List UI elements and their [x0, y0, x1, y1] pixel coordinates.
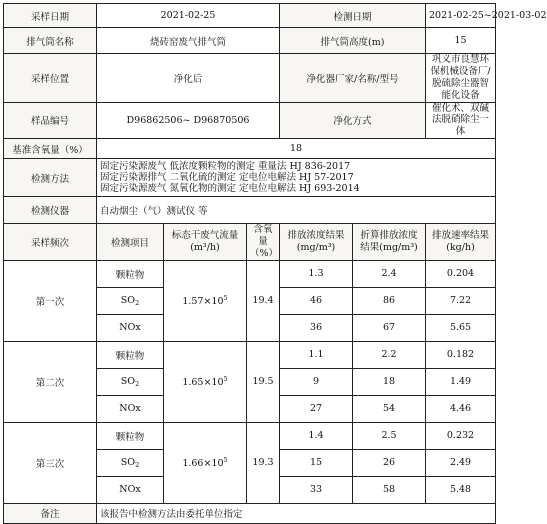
item-cell: $SO_2$ [97, 368, 164, 395]
emission-conc-cell: 1.1 [280, 341, 353, 368]
sampling-date-value: 2021-02-25 [97, 4, 280, 28]
remark-value: 该报告中检测方法由委托单位指定 [97, 503, 496, 523]
flow-cell: $1.66\times 10^5$ [164, 422, 247, 503]
row-ref-oxygen [4, 139, 496, 159]
converted-conc-cell: 18 [353, 368, 426, 395]
sample-no-label: 样品编号 [4, 102, 97, 139]
header-oxygen: 含氧量（%） [247, 224, 280, 261]
purifier-maker-label: 净化器厂家/名称/型号 [280, 54, 426, 103]
row-test-method [4, 159, 496, 197]
results-header-row [4, 224, 496, 261]
header-flow: 标态干废气流量(m³/h) [164, 224, 247, 261]
emission-conc-cell: 1.3 [280, 260, 353, 287]
header-emission-conc: 排放浓度结果(mg/m³) [280, 224, 353, 261]
emission-conc-cell: 15 [280, 449, 353, 476]
stack-name-label: 排气筒名称 [4, 28, 97, 54]
ref-oxygen-label: 基准含氧量（%） [4, 139, 97, 159]
test-method-item: 固定污染源排气 二氧化硫的测定 定电位电解法 HJ 57-2017 [100, 171, 354, 183]
emission-rate-cell: 5.48 [426, 476, 496, 503]
converted-conc-cell: 54 [353, 395, 426, 422]
row-stack [4, 28, 496, 54]
header-emission-rate: 排放速率结果(kg/h) [426, 224, 496, 261]
item-cell: 颗粒物 [97, 341, 164, 368]
stack-name-value: 烧砖窑废气排气筒 [97, 28, 280, 54]
emission-conc-cell: 36 [280, 314, 353, 341]
converted-conc-cell: 67 [353, 314, 426, 341]
test-method-list [97, 159, 496, 197]
emission-conc-cell: 1.4 [280, 422, 353, 449]
row-sample-no [4, 102, 496, 139]
row-instrument [4, 197, 496, 224]
header-item: 检测项目 [97, 224, 164, 261]
emission-test-report-table [3, 3, 547, 524]
row-remark [4, 503, 496, 523]
emission-rate-cell: 1.49 [426, 368, 496, 395]
header-frequency: 采样频次 [4, 224, 97, 261]
item-cell: NOx [97, 476, 164, 503]
sampling-location-label: 采样位置 [4, 54, 97, 103]
emission-rate-cell: 7.22 [426, 287, 496, 314]
oxygen-cell: 19.4 [247, 260, 280, 341]
row-sampling-location [4, 54, 496, 103]
sampling-location-value: 净化后 [97, 54, 280, 103]
purifier-maker-value: 巩义市良慧环保机械设备厂/脱硫除尘器智能化设备 [426, 54, 496, 103]
purification-method-value: 催化术、双碱法脱硝除尘一体 [426, 102, 496, 139]
emission-conc-cell: 9 [280, 368, 353, 395]
emission-rate-cell: 4.46 [426, 395, 496, 422]
converted-conc-cell: 58 [353, 476, 426, 503]
emission-rate-cell: 0.204 [426, 260, 496, 287]
emission-rate-cell: 0.232 [426, 422, 496, 449]
oxygen-cell: 19.3 [247, 422, 280, 503]
instrument-label: 检测仪器 [4, 197, 97, 224]
purification-method-label: 净化方式 [280, 102, 426, 139]
emission-conc-cell: 46 [280, 287, 353, 314]
emission-conc-cell: 33 [280, 476, 353, 503]
emission-rate-cell: 5.65 [426, 314, 496, 341]
converted-conc-cell: 2.5 [353, 422, 426, 449]
converted-conc-cell: 86 [353, 287, 426, 314]
row-sampling-date [4, 4, 496, 28]
test-method-label: 检测方法 [4, 159, 97, 197]
testing-date-label: 检测日期 [280, 4, 426, 28]
sample-no-value: D96862506~ D96870506 [97, 102, 280, 139]
item-cell: $SO_2$ [97, 449, 164, 476]
test-method-item: 固定污染源废气 氮氧化物的测定 定电位电解法 HJ 693-2014 [100, 183, 360, 195]
round-name: 第三次 [4, 422, 97, 503]
item-cell: NOx [97, 314, 164, 341]
header-converted-conc: 折算排放浓度结果(mg/m³) [353, 224, 426, 261]
emission-rate-cell: 2.49 [426, 449, 496, 476]
flow-cell: $1.65\times 10^5$ [164, 341, 247, 422]
stack-height-label: 排气筒高度(m) [280, 28, 426, 54]
sampling-date-label: 采样日期 [4, 4, 97, 28]
converted-conc-cell: 26 [353, 449, 426, 476]
converted-conc-cell: 2.4 [353, 260, 426, 287]
round-name: 第二次 [4, 341, 97, 422]
item-cell: $SO_2$ [97, 287, 164, 314]
item-cell: 颗粒物 [97, 260, 164, 287]
ref-oxygen-value: 18 [97, 139, 496, 159]
remark-label: 备注 [4, 503, 97, 523]
stack-height-value: 15 [426, 28, 496, 54]
data-row [4, 260, 496, 287]
oxygen-cell: 19.5 [247, 341, 280, 422]
testing-date-value: 2021-02-25~2021-03-02 [426, 4, 496, 28]
round-name: 第一次 [4, 260, 97, 341]
emission-rate-cell: 0.182 [426, 341, 496, 368]
item-cell: 颗粒物 [97, 422, 164, 449]
emission-conc-cell: 27 [280, 395, 353, 422]
converted-conc-cell: 2.2 [353, 341, 426, 368]
data-row [4, 422, 496, 449]
flow-cell: $1.57\times 10^5$ [164, 260, 247, 341]
data-row [4, 341, 496, 368]
instrument-value: 自动烟尘（气）测试仪 等 [97, 197, 496, 224]
item-cell: NOx [97, 395, 164, 422]
test-method-item: 固定污染源废气 低浓度颗粒物的测定 重量法 HJ 836-2017 [100, 160, 351, 172]
